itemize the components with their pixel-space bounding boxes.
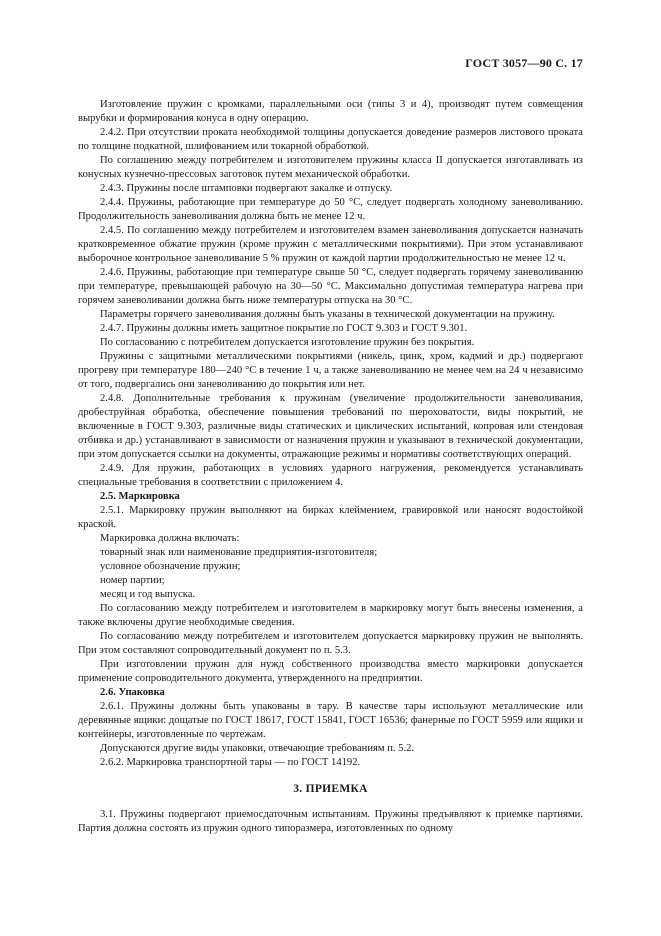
- paragraph: 2.4.5. По соглашению между потребителем и изготовителем взамен заневоливания допускается назначать кратковременное обжатие пружин (кроме пружин с металлическими покрытиями). При этом устанавливают выборочное контрольное заневоливание 5 % пружин от каждой партии продолжительностью не менее 12 ч.: [78, 225, 583, 264]
- document-body: [78, 98, 583, 836]
- paragraph: По соглашению между потребителем и изготовителем пружины класса II допускается изготавливать из конусных кузнечно-прессовых заготовок путем механической обработки.: [78, 155, 583, 180]
- paragraph: 2.4.9. Для пружин, работающих в условиях ударного нагружения, рекомендуется устанавливать специальные требования в соответствии с приложением 4.: [78, 463, 583, 488]
- paragraph: 2.6.2. Маркировка транспортной тары — по ГОСТ 14192.: [100, 757, 361, 768]
- paragraph: Изготовление пружин с кромками, параллельными оси (типы 3 и 4), производят путем совмещения вырубки и формирования конуса в одну операцию.: [78, 99, 583, 124]
- paragraph: Пружины с защитными металлическими покрытиями (никель, цинк, хром, кадмий и др.) подвергают прогреву при температуре 180—240 °С в течение 1 ч, а также заневоливанию не менее чем на 24 ч независимо от того, подвергались они заневоливанию до покрытия или нет.: [78, 351, 583, 390]
- chapter-heading-acceptance: 3. ПРИЕМКА: [293, 783, 368, 795]
- paragraph: 2.4.2. При отсутствии проката необходимой толщины допускается доведение размеров листового проката по толщине подкатной, шлифованием или токарной обработкой.: [78, 127, 583, 152]
- paragraph: 2.4.7. Пружины должны иметь защитное покрытие по ГОСТ 9.303 и ГОСТ 9.301.: [100, 323, 468, 334]
- paragraph: 3.1. Пружины подвергают приемосдаточным испытаниям. Пружины предъявляют к приемке партиями. Партия должна состоять из пружин одного типоразмера, изготовленных по одному: [78, 809, 583, 834]
- section-heading-marking: 2.5. Маркировка: [100, 491, 180, 502]
- paragraph: 2.4.3. Пружины после штамповки подвергают закалке и отпуску.: [100, 183, 393, 194]
- paragraph: По согласованию между потребителем и изготовителем в маркировку могут быть внесены изменения, а также включены другие необходимые сведения.: [78, 603, 583, 628]
- page-header: ГОСТ 3057—90 С. 17: [465, 56, 583, 70]
- paragraph: 2.4.6. Пружины, работающие при температуре свыше 50 °С, следует подвергать горячему заневоливанию при температуре, превышающей рабочую на 30—50 °С. Максимально допустимая температура нагрева при горячем заневоливании должна быть ниже температуры отпуска на 30 °С.: [78, 267, 583, 306]
- list-item: условное обозначение пружин;: [100, 561, 241, 572]
- paragraph: При изготовлении пружин для нужд собственного производства вместо маркировки допускается применение сопроводительного документа, утвержденного на предприятии.: [78, 659, 583, 684]
- paragraph: По согласованию с потребителем допускается изготовление пружин без покрытия.: [100, 337, 475, 348]
- paragraph: 2.6.1. Пружины должны быть упакованы в тару. В качестве тары используют металлические или деревянные ящики: дощатые по ГОСТ 18617, ГОСТ 15841, ГОСТ 16536; фанерные по ГОСТ 5959 или ящики и контейнеры, изготовленные по чертежам.: [78, 701, 583, 740]
- paragraph: Параметры горячего заневоливания должны быть указаны в технической документации на пружину.: [100, 309, 555, 320]
- paragraph: 2.4.8. Дополнительные требования к пружинам (увеличение продолжительности заневоливания, дробеструйная обработка, обеспечение повышения требований по шероховатости, виды покрытий, не включенные в ГОСТ 9.303, различные виды статических и циклических испытаний, копровая или стендовая отбивка и др.) устанавливают в зависимости от назначения пружин и указывают в технической документации, при этом допускается ссылки на документы, отражающие режимы и нормативы соответствующих операций.: [78, 393, 583, 460]
- list-item: номер партии;: [100, 575, 165, 586]
- section-heading-packaging: 2.6. Упаковка: [100, 687, 165, 698]
- list-item: месяц и год выпуска.: [100, 589, 196, 600]
- paragraph: 2.4.4. Пружины, работающие при температуре до 50 °С, следует подвергать холодному заневоливанию. Продолжительность заневоливания должна быть не менее 12 ч.: [78, 197, 583, 222]
- list-intro: Маркировка должна включать:: [100, 533, 240, 544]
- paragraph: Допускаются другие виды упаковки, отвечающие требованиям п. 5.2.: [100, 743, 415, 754]
- paragraph: По согласованию между потребителем и изготовителем допускается маркировку пружин не выполнять. При этом составляют сопроводительный документ по п. 5.3.: [78, 631, 583, 656]
- list-item: товарный знак или наименование предприятия-изготовителя;: [100, 547, 378, 558]
- paragraph: 2.5.1. Маркировку пружин выполняют на бирках клеймением, гравировкой или наносят водостойкой краской.: [78, 505, 583, 530]
